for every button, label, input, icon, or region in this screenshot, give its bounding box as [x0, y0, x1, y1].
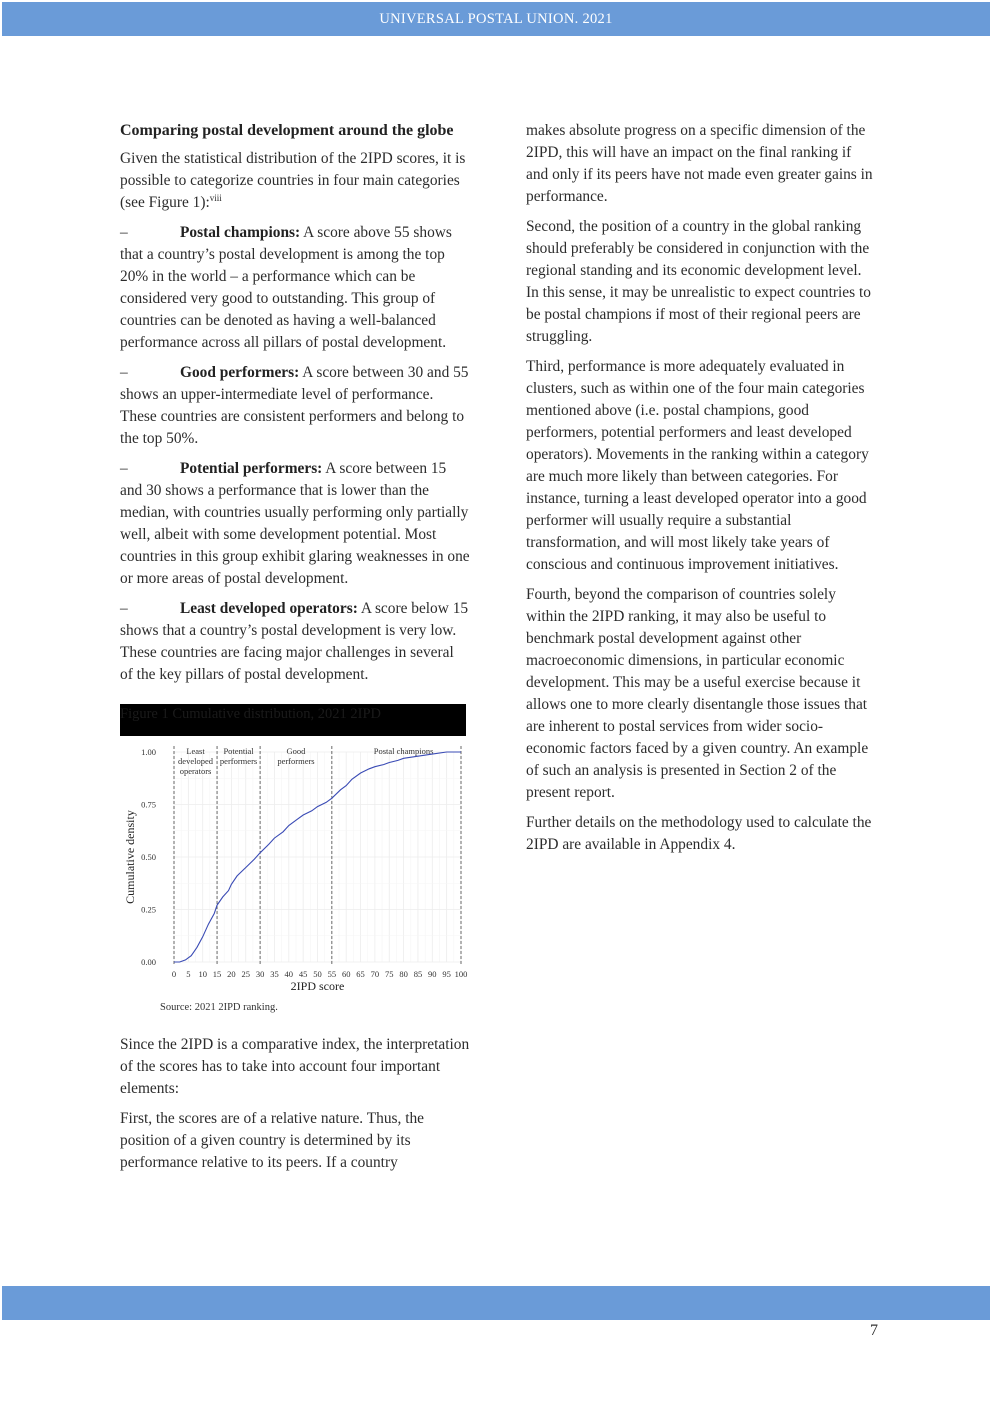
x-axis-label: 2IPD score [290, 979, 345, 993]
x-tick-label: 75 [385, 969, 394, 979]
bullet-dash: – [120, 364, 128, 381]
x-tick-label: 0 [171, 969, 177, 979]
footer-band [2, 1286, 990, 1320]
x-tick-label: 55 [327, 969, 337, 979]
figure-1 [120, 704, 466, 1022]
chart-background [120, 736, 466, 1004]
x-tick-label: 30 [255, 969, 265, 979]
region-label: operators [179, 766, 212, 776]
right-paragraph-5: Further details on the methodology used to calculate the 2IPD are available in Appendix 4. [526, 814, 872, 853]
bullet-dash: – [120, 600, 128, 617]
right-column [526, 120, 876, 864]
x-tick-label: 45 [298, 969, 308, 979]
y-tick-label: 0.50 [141, 852, 156, 862]
x-tick-label: 35 [270, 969, 279, 979]
right-paragraph-1: makes absolute progress on a specific dimension of the 2IPD, this will have an impact on the final ranking if and only if its peers have not made even greater gains in performance. [526, 122, 873, 205]
section-heading: Comparing postal development around the globe [120, 122, 454, 139]
region-label: developed [178, 756, 213, 766]
bullet-postal-champions [120, 222, 470, 354]
bullet-text: A score above 55 shows that a country’s postal development is among the top 20% in the world – a performance which can be considered very good to outstanding. This group of countries can be denoted as having a well-balanced performance across all pillars of postal development. [120, 224, 452, 351]
region-label: Postal champions [373, 746, 434, 756]
figure-title: Figure 1 Cumulative distribution, 2021 2IPD [120, 704, 466, 736]
x-tick-label: 90 [428, 969, 437, 979]
x-tick-label: 100 [454, 969, 468, 979]
x-tick-label: 15 [212, 969, 222, 979]
bullet-term: Potential performers: [180, 460, 323, 477]
region-label: Potential [223, 746, 254, 756]
page-number: 7 [870, 1322, 878, 1339]
bullet-term: Least developed operators: [180, 600, 358, 617]
y-tick-label: 1.00 [141, 747, 156, 757]
bullet-least-developed [120, 598, 470, 686]
intro-text: Given the statistical distribution of the 2IPD scores, it is possible to categorize countries in four main categories (see Figure 1): [120, 150, 466, 211]
right-paragraph-2: Second, the position of a country in the global ranking should preferably be considered in conjunction with the regional standing and its economic development level. In this sense, it may be unrealistic to expect countries to be postal champions if most of their regional peers are struggling. [526, 218, 871, 345]
region-label: performers [277, 756, 315, 766]
cumulative-distribution-chart [120, 736, 466, 1004]
left-column [120, 120, 470, 1182]
x-tick-label: 85 [413, 969, 423, 979]
bullet-dash: – [120, 460, 128, 477]
bullet-dash: – [120, 224, 128, 241]
bullet-text: A score between 15 and 30 shows a performance that is lower than the median, with countries usually performing only partially well, albeit with some development potential. Most countries in this group exhibit glaring weaknesses in one or more areas of postal development. [120, 460, 470, 587]
x-tick-label: 70 [370, 969, 380, 979]
endnote-ref: viii [209, 192, 222, 203]
intro-paragraph [120, 148, 470, 214]
right-paragraph-3: Third, performance is more adequately evaluated in clusters, such as within one of the four main categories mentioned above (i.e. postal champions, good performers, potential performers and least developed operators). Movements in the ranking within a category are much more likely than between categories. For instance, turning a least developed operator into a good performer will usually require a substantial transformation, and will most likely take years of conscious and continuous improvement initiatives. [526, 358, 869, 573]
x-tick-label: 65 [356, 969, 365, 979]
after-figure-paragraph-1: Since the 2IPD is a comparative index, the interpretation of the scores has to take into account four important elements: [120, 1036, 470, 1097]
x-tick-label: 20 [227, 969, 236, 979]
header-band [2, 2, 990, 36]
header-title: UNIVERSAL POSTAL UNION. 2021 [379, 11, 613, 27]
bullet-potential-performers [120, 458, 470, 590]
x-tick-label: 80 [399, 969, 408, 979]
x-tick-label: 10 [198, 969, 207, 979]
bullet-good-performers [120, 362, 470, 450]
bullet-term: Postal champions: [180, 224, 301, 241]
y-tick-label: 0.75 [141, 799, 156, 810]
region-label: performers [219, 756, 258, 766]
bullet-text: A score below 15 shows that a country’s postal development is very low. These countries are facing major challenges in several of the key pillars of postal development. [120, 600, 469, 683]
x-tick-label: 60 [341, 969, 351, 979]
after-figure-paragraph-2: First, the scores are of a relative nature. Thus, the position of a given country is determined by its performance relative to its peers. If a country [120, 1110, 425, 1171]
region-label: Least [186, 746, 205, 756]
region-label: Good [286, 746, 306, 756]
x-tick-label: 25 [241, 969, 250, 979]
figure-source: Source: 2021 2IPD ranking. [160, 1002, 278, 1013]
bullet-text: A score between 30 and 55 shows an upper-intermediate level of performance. These countries are consistent performers and belong to the top 50%. [120, 364, 469, 447]
x-tick-label: 50 [313, 969, 322, 979]
bullet-term: Good performers: [180, 364, 300, 381]
right-paragraph-4: Fourth, beyond the comparison of countries solely within the 2IPD ranking, it may also be useful to benchmark postal development against other macroeconomic dimensions, in particular economic development. This may be a useful exercise because it allows one to more clearly disentangle those issues that are inherent to postal services from wider socio-economic factors faced by a given country. An example of such an analysis is presented in Section 2 of the present report. [526, 586, 869, 801]
y-axis-label: Cumulative density [123, 810, 137, 904]
y-tick-label: 0.25 [141, 904, 156, 915]
x-tick-label: 95 [442, 969, 451, 979]
x-tick-label: 5 [186, 969, 191, 979]
y-tick-label: 0.00 [141, 957, 156, 967]
x-tick-label: 40 [284, 969, 294, 979]
